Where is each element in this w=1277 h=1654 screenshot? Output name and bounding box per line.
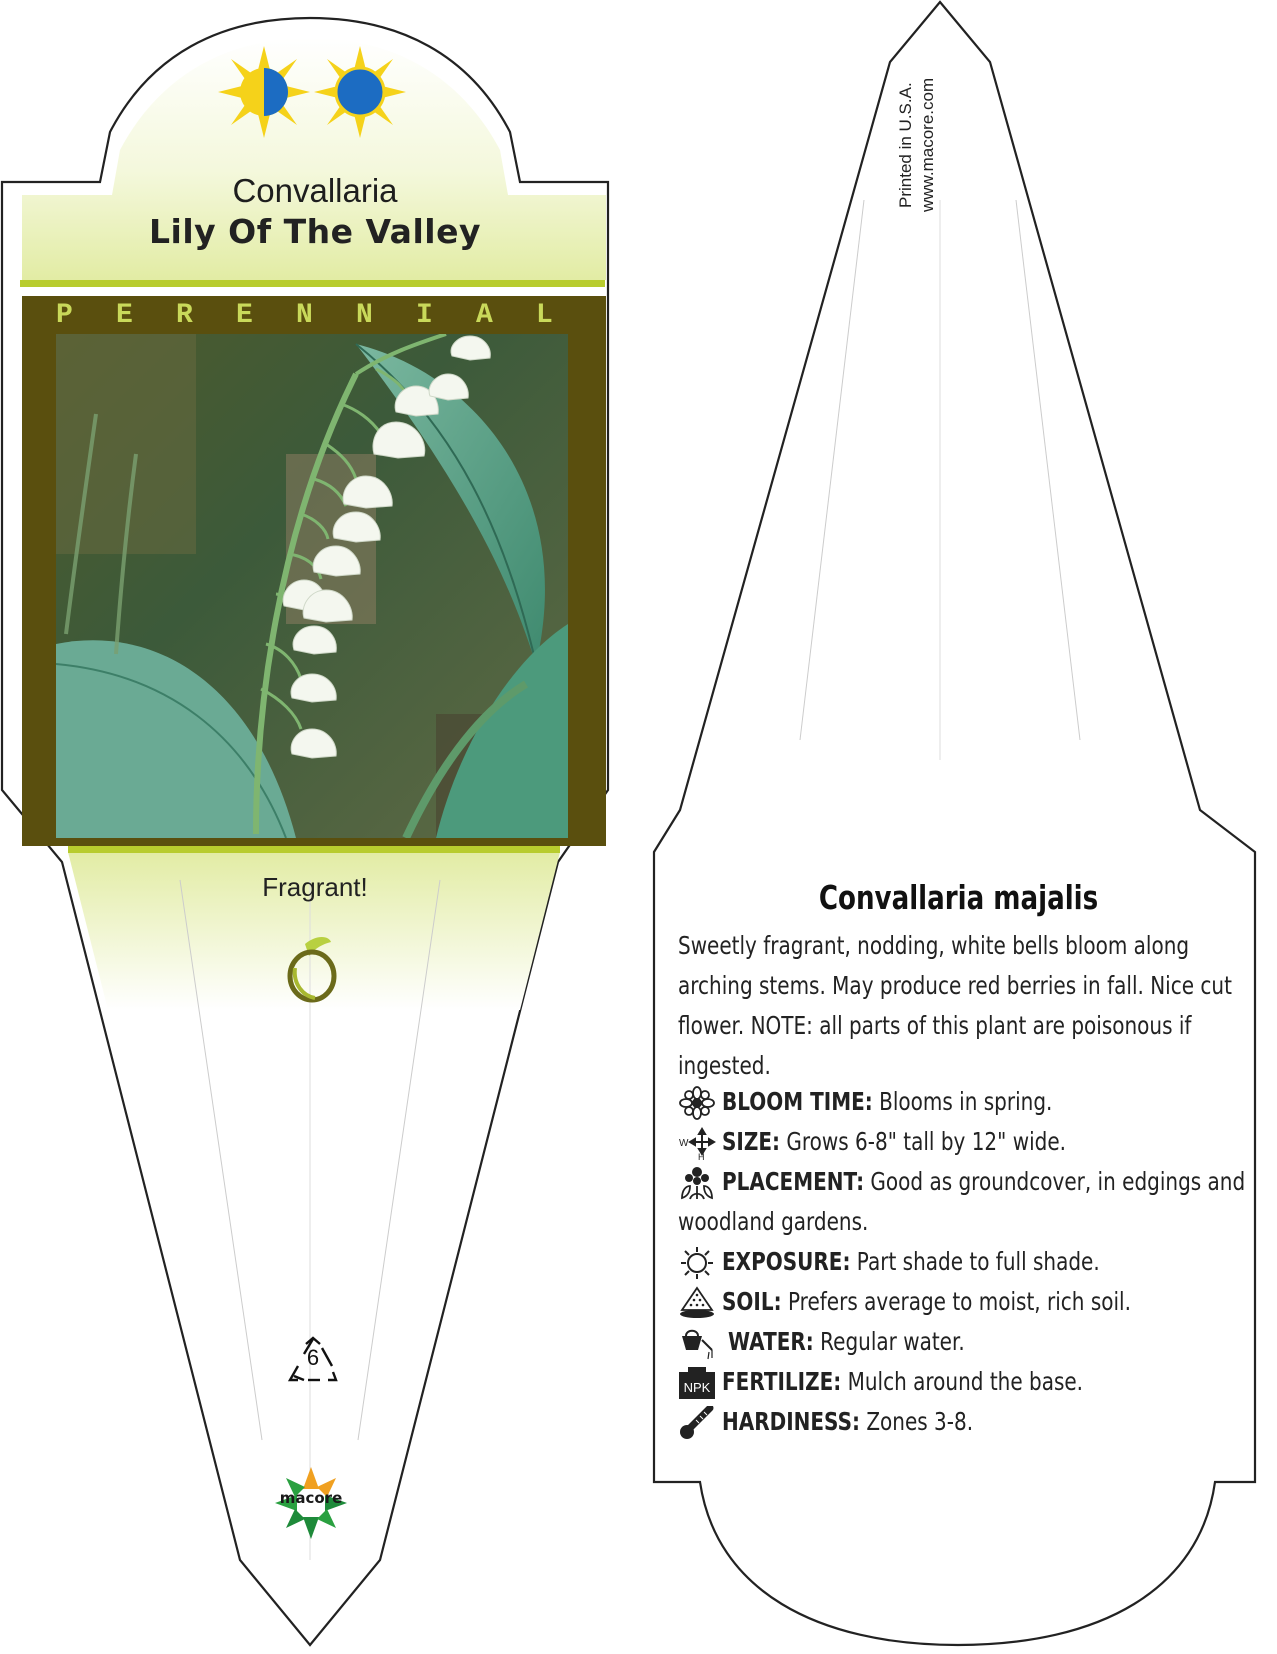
- size-w-letter: W: [679, 1138, 689, 1149]
- full-shade-icon: [312, 44, 408, 140]
- photo-bottom-divider: [68, 846, 560, 853]
- attribute-value: Good as groundcover, in edgings and: [864, 1167, 1246, 1196]
- category-letter: N: [296, 300, 313, 331]
- botanical-name: Convallaria majalis: [818, 878, 1099, 917]
- flower-icon: [678, 1086, 716, 1120]
- header-divider: [20, 280, 605, 287]
- attribute-label: FERTILIZE:: [722, 1367, 842, 1396]
- placement-icon: [678, 1166, 716, 1200]
- back-tag: [640, 0, 1277, 1654]
- leaf-icon: [283, 932, 341, 1004]
- genus-name: Convallaria: [232, 172, 398, 209]
- attribute-label: WATER:: [728, 1327, 814, 1356]
- category-letter: A: [476, 300, 493, 331]
- npk-label: NPK: [683, 1380, 711, 1395]
- description-line: flower. NOTE: all parts of this plant are poisonous if: [678, 1011, 1192, 1040]
- part-sun-icon: [216, 44, 312, 140]
- category-letter: I: [416, 300, 433, 331]
- attribute-value: Mulch around the base.: [841, 1367, 1084, 1396]
- description-line: arching stems. May produce red berries in fall. Nice cut: [678, 971, 1232, 1000]
- size-h-letter: H: [698, 1152, 705, 1160]
- common-name: Lily Of The Valley: [149, 212, 481, 251]
- category-letter: L: [536, 300, 553, 331]
- attribute-value: Zones 3-8.: [859, 1407, 974, 1436]
- category-letter: E: [236, 300, 253, 331]
- plant-photo: [56, 334, 568, 838]
- brand-name: macore: [279, 1489, 343, 1507]
- attribute-value: Grows 6-8" tall by 12" wide.: [780, 1127, 1066, 1156]
- attribute-value: Regular water.: [813, 1327, 965, 1356]
- category-letter: P: [56, 300, 73, 331]
- attribute-placement-continued: woodland gardens.: [678, 1207, 869, 1236]
- attribute-label: SIZE:: [722, 1127, 781, 1156]
- attribute-label: PLACEMENT:: [722, 1167, 865, 1196]
- attribute-value: Prefers average to moist, rich soil.: [781, 1287, 1131, 1316]
- thermometer-icon: [678, 1406, 716, 1440]
- description-line: ingested.: [678, 1051, 771, 1080]
- plant-description: [678, 926, 1250, 1086]
- attribute-value: Blooms in spring.: [872, 1087, 1053, 1116]
- npk-icon: [678, 1366, 716, 1400]
- category-letter: E: [116, 300, 133, 331]
- front-tag: [0, 0, 620, 1654]
- attribute-label: EXPOSURE:: [722, 1247, 851, 1276]
- watering-can-icon: [678, 1326, 716, 1360]
- soil-icon: [678, 1286, 716, 1320]
- category-letter: R: [176, 300, 193, 331]
- feature-highlight: Fragrant!: [262, 872, 368, 902]
- website-label: www.macore.com: [918, 77, 937, 212]
- sun-outline-icon: [678, 1246, 716, 1280]
- size-icon: [678, 1126, 716, 1160]
- attribute-label: HARDINESS:: [722, 1407, 860, 1436]
- description-line: Sweetly fragrant, nodding, white bells bloom along: [678, 931, 1190, 960]
- attribute-value: Part shade to full shade.: [850, 1247, 1100, 1276]
- attribute-label: SOIL:: [722, 1287, 782, 1316]
- attribute-label: BLOOM TIME:: [722, 1087, 873, 1116]
- category-letter: N: [356, 300, 373, 331]
- recycle-number: 6: [306, 1345, 320, 1370]
- printed-in-label: Printed in U.S.A.: [896, 82, 915, 208]
